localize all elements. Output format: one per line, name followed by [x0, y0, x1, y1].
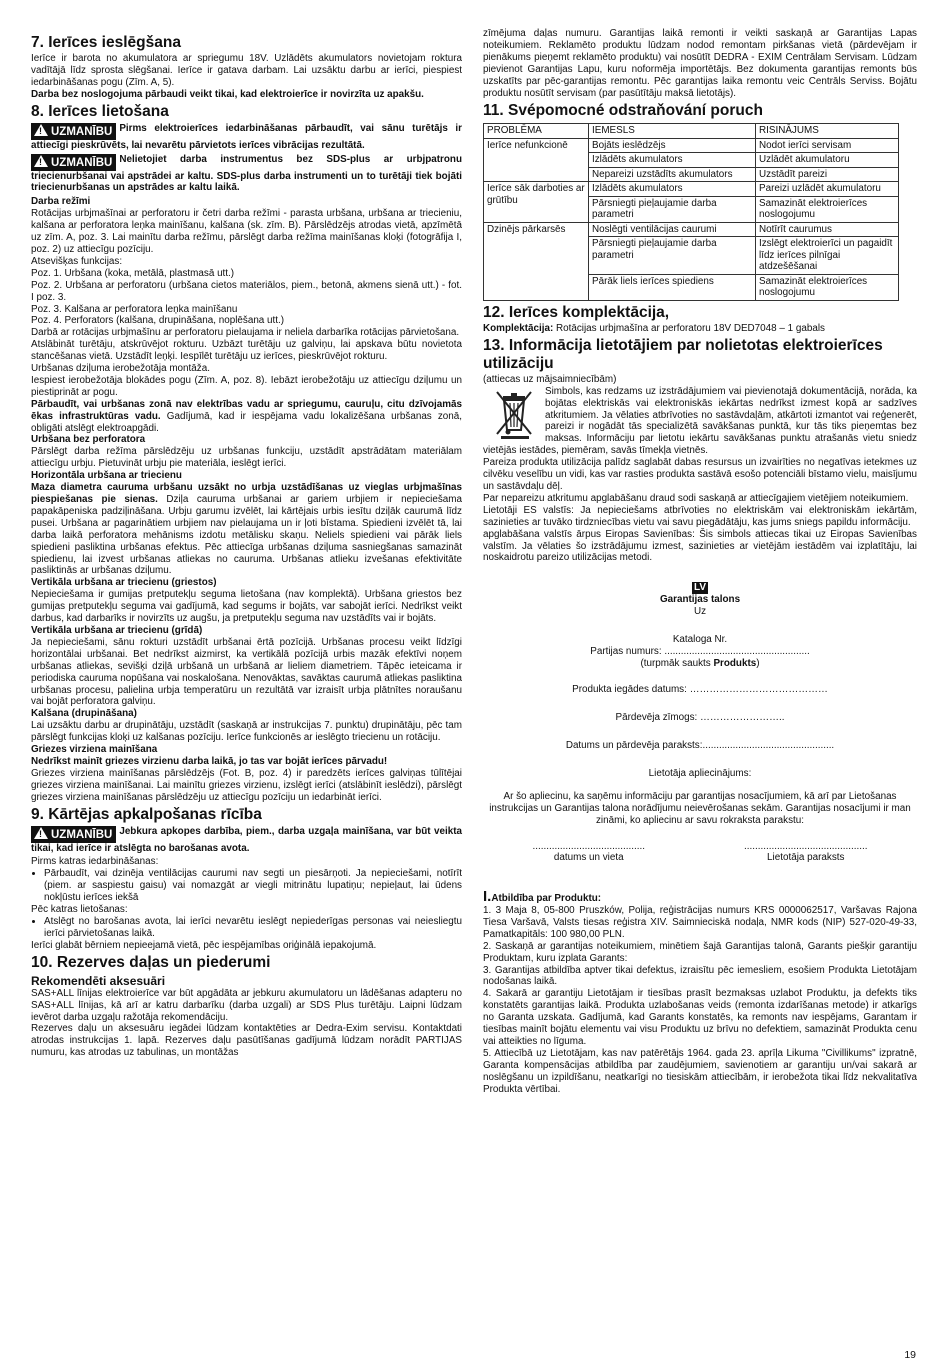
list-item: • Atslēgt no barošanas avota, lai ierīci nevarētu ieslēgt nepiederīgas personas vai neiesliegtu ierīci pārvietošanas laikā.: [44, 916, 462, 940]
darba-rezimi-title: Darba režīmi: [31, 196, 91, 208]
recommended-accessories-title: Rekomendēti aksesuāri: [31, 973, 166, 988]
warning-badge: !UZMANĪBU: [31, 154, 116, 171]
right-column: [483, 28, 917, 1096]
s7-paragraph-2: Darba bez noslogojuma pārbaudi veikt tikai, kad elektroierīce ir novirzīta uz apakšu.: [31, 88, 424, 100]
warning-triangle-icon: [34, 124, 48, 136]
warning-triangle-icon: [34, 155, 48, 167]
vertical-floor-title: Vertikāla urbšana ar triecienu (grīdā): [31, 624, 203, 636]
continued-paragraph: zīmējuma daļas numuru. Garantijas laikā remonti ir veikti saskaņā ar Garantijas Lapas noteikumiem. Reklamēto produktu lūdzam nodod remontam pirkšanas vietā (pārdevējam ir pienākums pieņemt reklamēto produktu) vai nosūtīt DEDRA - EXIM Centrālam Servisam. Lūdzam pievienot Garantijas Lapu, kuru noformēja importētājs. Bez dokumenta garantijas remonts būs uzskatīts par pēc-garantijas remontu. Pēc garantijas laika remontu veic Centrāls Serviss. Bojātu produktu nosūtīt servisam (par pasūtītāju maksā lietotājs).: [483, 28, 917, 99]
chiseling-paragraph: Lai uzsāktu darbu ar drupinātāju, uzstādīt (saskaņā ar instrukcijas 7. punktu) drupinātāju, pēc tam pārslēgt funkcijas kloķi uz kalšanas pozīciju. Ierīce funkcionēs ar ieslēgto triecienu un rotāciju.: [31, 720, 462, 744]
s9-paragraph-2: Pēc katras lietošanas:: [31, 904, 128, 916]
batch-number: Partijas numurs: .....................................................: [590, 645, 810, 657]
purchase-date: Produkta iegādes datums: ……………………………………: [572, 683, 828, 695]
troubleshooting-table: [483, 123, 899, 301]
s13-paragraph-4: Lietotāji ES valstīs: Ja nepieciešams atbrīvoties no elektriskām vai elektroniskām iekārtām, sazinieties ar tuvāko tirdzniecības vietu vai savu piegādātāju, kas jums sniegs papildu informāciju.: [483, 504, 917, 528]
s7-paragraph-1: Ierīce ir barota no akumulatora ar spriegumu 18V. Uzlādēts akumulators novietojam roktura vadītājā līdz sprosta slēgšanai. Ierīce ir gatava darbam. Lai uzsāktu darbu ar ierīci, piespiest iedarbināšanas pogu (Zīm. A, 5).: [31, 53, 462, 88]
table-header: PROBLĒMA: [484, 124, 589, 139]
sig-date-place: ......................................... datums un vieta: [532, 841, 645, 864]
chiseling-title: Kalšana (drupināšana): [31, 708, 137, 720]
poz-3: Poz. 3. Kalšana ar perforatora leņka mainīšanu: [31, 303, 238, 315]
vertical-ceiling-title: Vertikāla urbšana ar triecienu (griestos): [31, 577, 217, 589]
s13-subtitle: (attiecas uz mājsaimniecībām): [483, 373, 617, 385]
product-note: (turpmāk saukts Produkts): [640, 657, 760, 669]
s9-paragraph-3: Ierīci glabāt bērniem nepieejamā vietā, pēc iespējamības oriģinālā iepakojumā.: [31, 939, 377, 951]
section-12-title: 12. Ierīces komplektācija,: [483, 303, 670, 321]
table-row: Dzinējs pārkarsēs Noslēgti ventilācijas caurumi Notīrīt caurumus: [484, 222, 899, 237]
warranty-card: [483, 582, 917, 863]
table-header: IEMESLS: [589, 124, 756, 139]
dr-paragraph-1: Rotācijas urbjmašīnai ar perforatoru ir četri darba režīmi - parasta urbšana, urbšana ar triecieniu, kalšana ar perforatora leņka mainīšanu, kalšana (sk. zīm. B). Pārslēdzējs atrodas vietā, apzīmētā uz zīm. A, poz. 3. Lai mainītu darba režīmu, pārslēgt darba režīma mainīšanas kloķi (fotogrāfija I, poz. 2) uz attiecīgu pozīciju.: [31, 208, 462, 255]
hor-paragraph: Maza diametra cauruma urbšanu uzsākt no urbja uzstādīšanas uz vieglas urbjmašīnas piespiešanas pie sienas. Dziļa cauruma urbšanai ar gariem urbjiem ir nepieciešama papakāpeniska padziļināšana. Urbju garumu izvēlēt, lai kārtējais urbis iesītu dziļāk caurumā līdz pusei. Urbšana ar pagarinātiem urbjiem nav pielaujama un ir ļoti bīstama. Spiedieni izvēlēt tā, lai darba laikā perforatora mehānisms izdotu metālisku skaņu. Neliels spiedieni vai pārāk liels spiedieni pasliktina urbšanas efektus. Pēc attiecīga urbšanas dziļuma sasniegšanas samazināt spiedienu, lai izvest urbšanas atliekas no cauruma. Urbšanas atlieku izvešanas efektivitāte pasliktinās ar urbšanas dziļumu.: [31, 482, 462, 577]
user-confirmation-label: Lietotāja apliecinājums:: [648, 767, 752, 779]
left-column: [31, 32, 462, 1059]
warning-badge: !UZMANĪBU: [31, 826, 116, 843]
direction-change-title: Griezes virziena mainīšana: [31, 744, 158, 756]
liability-item: 2. Saskaņā ar garantijas noteikumiem, minētiem šajā Garantijas talonā, Garants piešķir garantiju Produktam, kuru izplata Garants:: [483, 940, 917, 964]
urbsana-bez-perforatora-title: Urbšana bez perforatora: [31, 434, 146, 446]
dr-paragraph-6: Iespiest ierobežotāja blokādes pogu (Zīm. A, poz. 8). Iebāzt ierobežotāju uz attiecīgu dziļumu un piestiprināt ar pogu.: [31, 374, 462, 398]
dr-paragraph-4: Atslābināt turētāju, atskrūvējot rokturu. Uzbāzt turētāju uz galviņu, lai apskava būtu novietota stancēšanas vietā. Uzstādīt leņķi. Iespīlēt turētāju uz ierīces, pieskrūvējot rokturu.: [31, 339, 462, 363]
section-10-title: 10. Rezerves daļas un piederumi: [31, 953, 271, 971]
table-row: Pārsniegti pieļaujamie darba parametri Samazināt elektroierīces noslogojumu: [484, 196, 899, 222]
lv-badge: LV: [693, 582, 707, 594]
horizontal-drilling-title: Horizontāla urbšana ar triecienu: [31, 470, 182, 482]
s13-paragraph-5: apglabāšana valstīs ārpus Eiropas Savienības: Šis simbols attiecas tikai uz Eiropas Savienības valstīm. Ja vēlaties šo izstrādājumu izmest, sazinieties ar vietējām iestādēm vai izplatītāju, lai noskaidrotu pareizo utilizācijas metodi.: [483, 528, 917, 564]
rek-paragraph-2: Rezerves daļu un aksesuāru iegādei lūdzam kontaktēties ar Dedra-Exim servisu. Kontaktdati atrodas instrukcijas 1. lapā. Rezerves daļu pasūtīšanas gadījumā lūdzam norādīt PARTIJAS numuru, kas atrodas uz tabulinas, un montāžas: [31, 1023, 462, 1059]
liability-section: [483, 888, 917, 1095]
liability-item: 1. 3 Maja 8, 05-800 Pruszków, Polija, reģistrācijas numurs KRS 0000062517, Varšavas Rajona Tiesa Varšavā, Valsts tiesas reģistra XIV. Saimnieciskā nodaļa, NMR kods (NIP) 527-020-49-33, Pamatkapitāls: 100 980,00 PLN.: [483, 905, 917, 940]
warning-3: !UZMANĪBU Jebkura apkopes darbība, piem., darba uzgaļa mainīšana, var būt veikta tikai, kad ierīce ir atslēgta no barošanas avota.: [31, 826, 462, 855]
table-row: Pārāk liels ierīces spiediens Samazināt elektroierīces noslogojumu: [484, 274, 899, 300]
sig-user: ............................................. Lietotāja paraksts: [744, 841, 868, 864]
user-declaration: Ar šo apliecinu, ka saņēmu informāciju par garantijas nosacījumiem, kā arī par Lietošanas instrukcijas un Garantijas talona norādījumu neievērošanas sekām. Garantijas nosacījumi ir man zināmi, ko apliecinu ar savu rokraksta parakstu:: [489, 791, 911, 827]
s13-paragraph-2: Pareiza produkta utilizācija palīdz saglabāt dabas resursus un izvairīties no negatīvas ietekmes uz cilvēku veselību un vidi, kas var rasties produkta sastāvā esošo potenciāli bīstamo vielu, maisījumu un sastāvdaļu dēļ.: [483, 457, 917, 492]
seller-stamp: Pārdevēja zīmogs: ……………………..: [615, 711, 785, 723]
table-row: Ierīce sāk darboties ar grūtību Izlādēts akumulators Pareizi uzlādēt akumulatoru: [484, 182, 899, 197]
section-8-title: 8. Ierīces lietošana: [31, 102, 169, 120]
warning-1: !UZMANĪBU Pirms elektroierīces iedarbināšanas pārbaudīt, vai sānu turētājs ir attiecīgi pieskrūvēts, lai nevarētu pārvietots ierīces vibrācijas rezultātā.: [31, 123, 462, 152]
crossed-bin-icon: [491, 388, 539, 440]
liability-title: I.Atbildība par Produktu:: [483, 888, 602, 906]
page-number: 19: [904, 1349, 916, 1361]
s13-paragraph-1: Simbols, kas redzams uz izstrādājumiem vai pievienotajā dokumentācijā, norāda, ka bojātas elektriskās vai elektroniskās iekārtas nedrīkst izmest kopā ar sadzīves atkritumiem. Ja vēlaties atbrīvoties no sastāvdaļām, atkārtoti izmantot vai reģenerēt, pareizi ir nogādāt tās specializētā savākšanas punktā, kur tās tiks pieņemtas bez maksas. Informāciju par lietotu iekārtu savākšanas punktu atrašanās vietu sniedz vietējās iestādes, piemēram, savās tīmekļa vietnēs.: [483, 385, 917, 457]
rek-paragraph-1: SAS+ALL līnijas elektroierīce var būt apgādāta ar jebkuru akumulatoru un lādēšanas adapteru no SAS+ALL līnijas, kā arī ar katru darbarīku (darba uzgali) ar SDS Plus turētāju. Laipni lūdzam ievērot darba uzgaļu ražotāja rekomendāciju.: [31, 987, 462, 1023]
liability-item: 4. Sakarā ar garantiju Lietotājam ir tiesības prasīt bezmaksas uzlabot Produktu, ja defekts tiks konstatēts garantijas laikā. Produkta uzlabošanas veids (remonta izdarīšanas metode) ir atkarīgs no Garanta uzskata. Gadījumā, kad Garants konstatēs, ka remonts nav iespējams, Garantam ir tiesības mainīt bojātu elementu vai visu Produktu uz brīvu no defektiem, samazināt Produkta cenu vai atteikties no līguma.: [483, 988, 917, 1047]
completeness-line: Komplektācija: Rotācijas urbjmašīna ar perforatoru 18V DED7048 – 1 gabals: [483, 322, 825, 334]
s13-block: [483, 386, 917, 457]
s9-list-2: [31, 916, 462, 940]
poz-1: Poz. 1. Urbšana (koka, metālā, plastmasā utt.): [31, 267, 235, 279]
ubp-paragraph: Pārslēgt darba režīma pārslēdzēju uz urbšanas funkciju, uzstādīt apstrādātam materiālam attiecīgu urbju. Pietuvināt urbju pie materiāla, ieslēgt ierīci.: [31, 446, 462, 470]
vert-floor-paragraph: Ja nepieciešami, sānu rokturi uzstādīt urbšanai ērtā pozīcijā. Urbšanas procesu veikt līdzīgi horizontālai urbšanai. Bet nedrīkst aizmirst, ka vertikālā pozīcijā urbis mazāk efektīvi noņem urbšanas atliekas, sevišķi dziļā urbšanā un urbšanā ar lieliem diametriem. Tāpēc ieteicama ir periodiska cauruma nopūšana vai noskalošana. Nenovāktas, savāktas caurumā atliekas pasliktina urbšanas procesu, palielina urbja temperatūru un rezultātā var izraisīt urbja plātnītes noraušanu vai bojāt perforatora galviņu.: [31, 636, 462, 708]
warranty-title: Garantijas talons: [659, 594, 741, 606]
table-row: Nepareizi uzstādīts akumulators Uzstādīt pareizi: [484, 167, 899, 182]
s13-paragraph-3: Par nepareizu atkritumu apglabāšanu draud sodi saskaņā ar attiecīgajiem vietējiem noteikumiem.: [483, 492, 909, 504]
table-row: Ierīce nefunkcionē Bojāts ieslēdzējs Nodot ierīci servisam: [484, 138, 899, 153]
liability-item: 3. Garantijas atbildība aptver tikai defektus, izraisītu pēc iemesliem, esošiem Produkta Lietotājam nodošanas laikā.: [483, 964, 917, 988]
section-13-title: 13. Informācija lietotājiem par nolietotas elektroierīces utilizāciju: [483, 336, 883, 372]
warranty-uz: Uz: [693, 606, 707, 618]
s9-paragraph-1: Pirms katras iedarbināšanas:: [31, 856, 159, 868]
vert-ceiling-paragraph: Nepieciešama ir gumijas pretputekļu seguma lietošana (nav komplektā). Urbšana griestos bez gumijas pretputekļu seguma vai gadījumā, kad segums ir bojāts, var sabojāt ierīci. Nedrīkst veikt darbus, kad darbarīks ir novirzīts uz augšu, ja pretputekļu seguma nav uzstādīts vai ir bojāts.: [31, 589, 462, 625]
dr-paragraph-2: Atsevišķas funkcijas:: [31, 255, 123, 267]
table-row: Pārsniegti pieļaujamie darba parametri Izslēgt elektroierīci un pagaidīt līdz ierīces pilnīgai atdzešēšanai: [484, 237, 899, 275]
table-row: Izlādēts akumulators Uzlādēt akumulatoru: [484, 153, 899, 168]
direction-paragraph: Griezes virziena mainīšanas pārslēdzējs (Fot. B, poz. 4) ir paredzēts ierīces galviņas tūlītējai griezes virziena mainīšanai. Lai mainītu griezes virzienu, izslēgt ierīci (atslābinīt ieslēdzi), pārslēgt griezes virziena mainīšanas pārslēdzēju uz attiecīgu pozīciju un iedarbināt ierīci.: [31, 767, 462, 803]
poz-4: Poz. 4. Perforators (kalšana, drupināšana, noplēšana utt.): [31, 315, 285, 327]
dr-paragraph-5: Urbšanas dziļuma ierobežotāja montāža.: [31, 363, 210, 375]
warning-triangle-icon: [34, 827, 48, 839]
dr-paragraph-3: Darbā ar rotācijas urbjmašīnu ar perforatoru pielaujama ir neliela darbarīka rotācijas pārvietošana.: [31, 327, 460, 339]
catalog-number: Kataloga Nr.: [672, 634, 728, 646]
warning-badge: !UZMANĪBU: [31, 123, 116, 140]
section-11-title: 11. Svépomocné odstraňování poruch: [483, 102, 763, 120]
section-7-title: 7. Ierīces ieslēgšana: [31, 34, 181, 51]
warning-2: !UZMANĪBU Nelietojiet darba instrumentus bez SDS-plus ar urbjpatronu triecienurbšanai vai apstrādei ar kaltu. SDS-plus darba instrumenti un to turētāji tiek bojāti triecienurbšanas un apstrādes ar kaltu laikā.: [31, 154, 462, 195]
direction-warning: Nedrīkst mainīt griezes virzienu darba laikā, jo tas var bojāt ierīces pārvadu!: [31, 755, 388, 767]
s9-list-1: [31, 868, 462, 904]
signature-row: [483, 841, 917, 863]
table-header: RISINĀJUMS: [756, 124, 899, 139]
dr-paragraph-7: Pārbaudīt, vai urbšanas zonā nav elektrības vadu ar spriegumu, cauruļu, citu dzīvojamās ēkas infrastruktūras vadu. Gadījumā, kad ir iespējama vadu lokalizēšana urbšanas zonā, obligāti atslēgt elektroapgādi.: [31, 398, 463, 434]
poz-2: Poz. 2. Urbšana ar perforatoru (urbšana cietos materiālos, piem., betonā, akmens sienā utt.) - fot. I poz. 3.: [31, 279, 462, 303]
seller-signature: Datums un pārdevēja paraksts:................................................: [565, 739, 835, 751]
section-9-title: 9. Kārtējas apkalpošanas rīcība: [31, 805, 262, 823]
list-item: • Pārbaudīt, vai dzinēja ventilācijas caurumi nav segti un piesārņoti. Ja nepieciešami, notīrīt (piem. ar saspiestu gaisu) vai nomazgāt ar viegli mitrinātu lupatiņu; nepieļaut, lai ūdens nokļūstu ierīces iekšā: [44, 868, 462, 904]
liability-item: 5. Attiecībā uz Lietotājam, kas nav patērētājs 1964. gada 23. aprīļa Likuma "Civillikums" izpratnē, Garanta kompensācijas atbildība par zaudējumiem, savienotiem ar garantiju un/vai sakarā ar noslēgšanu un izpildīšanu, neatkarīgi no tiesiskām attiecībām, ir ierobežota tikai līdz nekvalitatīva Produkta vērtībai.: [483, 1047, 917, 1095]
